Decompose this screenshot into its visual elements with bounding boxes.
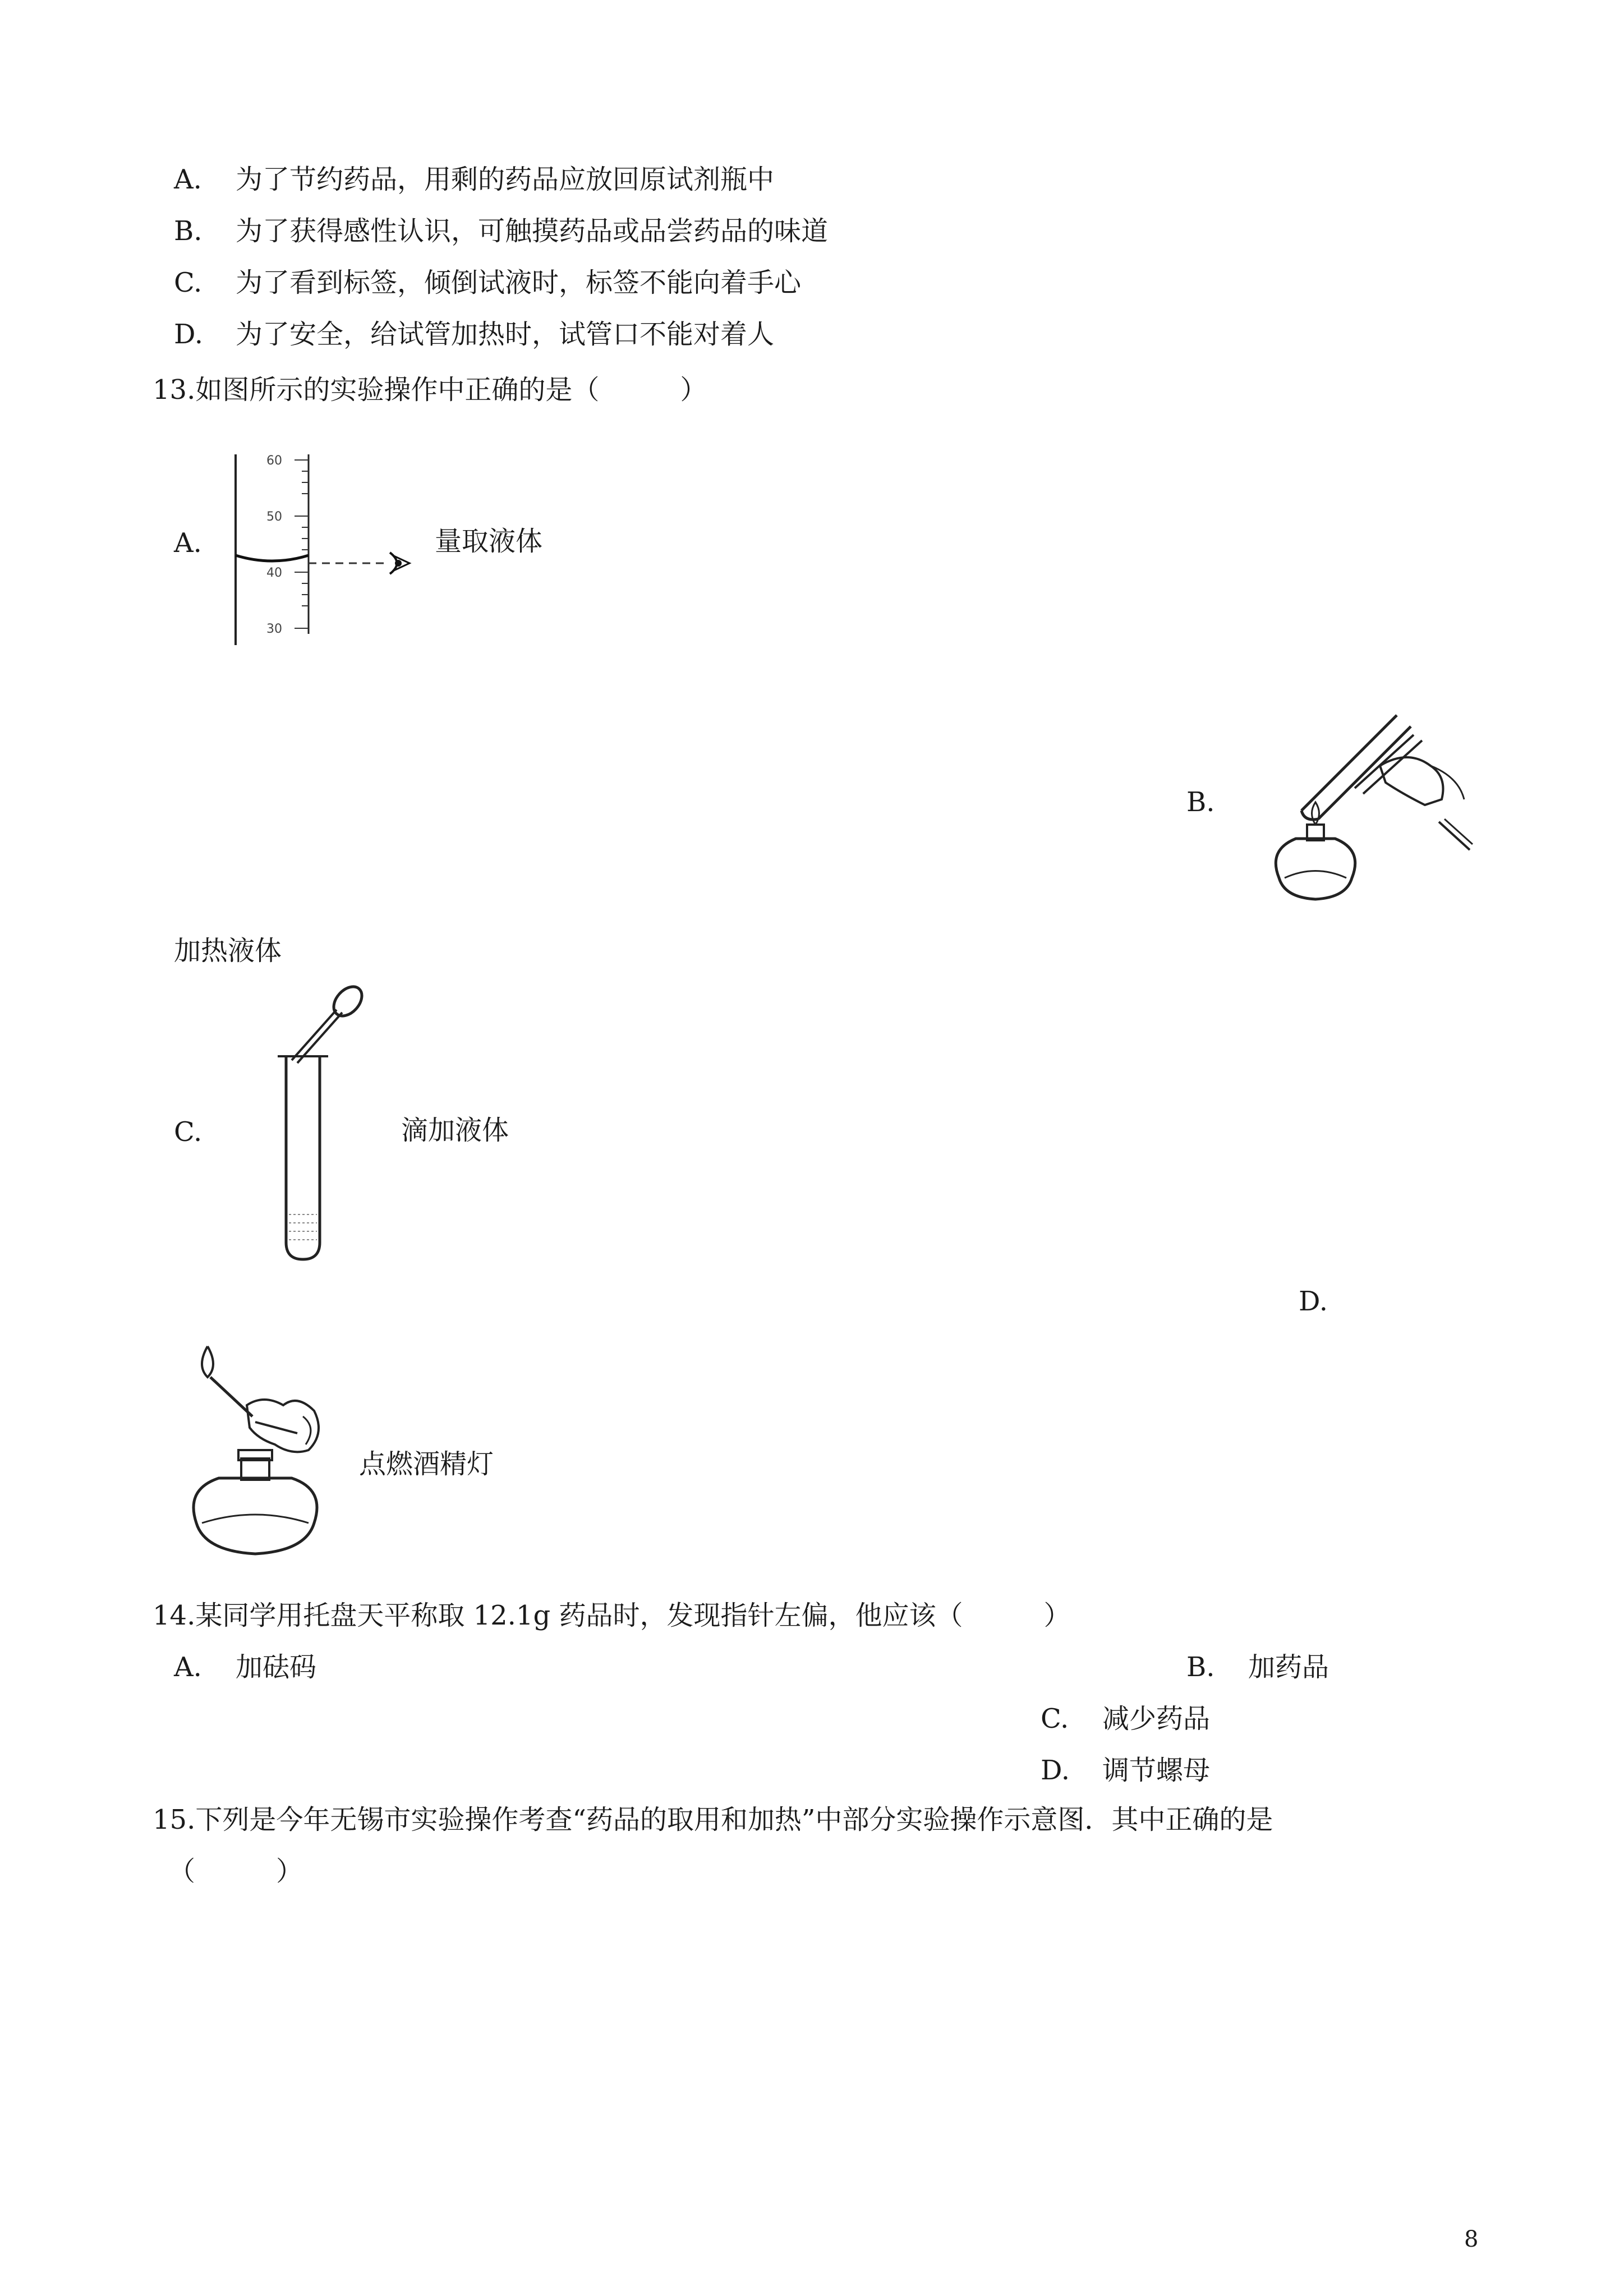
q14-option-c-text: 减少药品 [1102,1703,1211,1734]
q13-option-a-caption: 量取液体 [435,526,543,557]
scale-tick-30: 30 [266,622,282,636]
q14-option-a-text: 加砝码 [236,1651,317,1683]
q14-option-d-text: 调节螺母 [1102,1755,1211,1786]
q12-option-d-letter: D. [174,319,204,350]
q13-option-d-caption: 点燃酒精灯 [359,1448,494,1480]
scale-tick-60: 60 [266,454,282,468]
scale-tick-40: 40 [266,566,282,580]
q13-stem: 13.如图所示的实验操作中正确的是（ ） [153,374,707,406]
q12-option-c-text: 为了看到标签，倾倒试液时，标签不能向着手心 [236,267,802,298]
q12-option-b-text: 为了获得感性认识，可触摸药品或品尝药品的味道 [236,215,829,247]
q13-option-d-letter: D. [1299,1286,1328,1317]
q13-option-c-caption: 滴加液体 [401,1115,509,1146]
q13-option-c-letter: C. [174,1116,203,1148]
q12-option-a-text: 为了节约药品，用剩的药品应放回原试剂瓶中 [236,164,775,195]
q14-option-c-letter: C. [1041,1703,1069,1734]
q12-option-c-letter: C. [174,267,203,298]
q14-option-b-text: 加药品 [1248,1651,1329,1683]
q13-option-b-caption: 加热液体 [174,935,282,967]
scale-tick-50: 50 [266,510,282,524]
q12-option-a-letter: A. [174,164,202,195]
q13-option-a-letter: A. [174,527,202,559]
q14-option-a-letter: A. [174,1651,202,1683]
q14-stem: 14.某同学用托盘天平称取 12.1g 药品时，发现指针左偏，他应该（ ） [153,1600,1071,1631]
q12-option-d-text: 为了安全，给试管加热时，试管口不能对着人 [236,319,775,350]
graduated-cylinder-reading-icon [224,449,438,651]
q15-stem: 15.下列是今年无锡市实验操作考查“药品的取用和加热”中部分实验操作示意图．其中正确的是 [153,1804,1273,1835]
q14-option-b-letter: B. [1186,1651,1215,1683]
lighting-alcohol-lamp-icon [185,1343,353,1568]
q13-option-b-letter: B. [1186,786,1215,818]
q14-option-d-letter: D. [1041,1755,1070,1786]
page-number: 8 [1464,2226,1479,2252]
test-tube-heating-icon [1245,710,1475,912]
q15-stem-continuation: （ ） [168,1856,303,1887]
dropper-into-test-tube-icon [258,984,370,1265]
q12-option-b-letter: B. [174,215,203,247]
